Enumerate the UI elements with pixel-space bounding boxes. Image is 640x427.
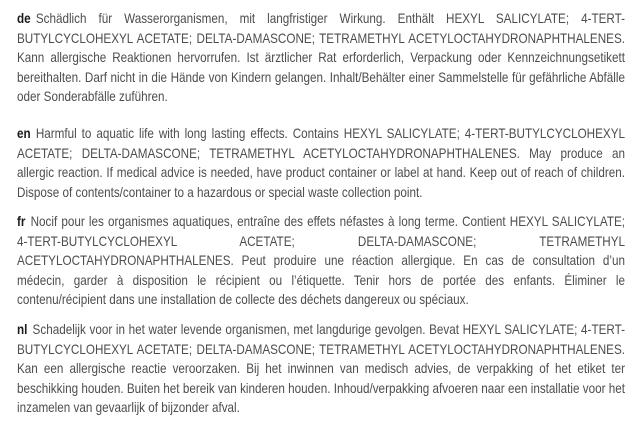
warning-text-de: Schädlich für Wasserorganismen, mit langfristiger Wirkung. Enthält HEXYL SALICYLATE; 4-TERT-BUTYLCYCLOHEXYL ACETATE; DELTA-DAMASCONE; TETRAMETHYL ACETYLOCTAHYDRONAPHTHALENES. Kann allergische Reaktionen hervorrufen. Ist ärztlicher Rat erforderlich, Verpackung oder Kennzeichnungsetikett bereithalten. Darf nicht in die Hände von Kindern gelangen. Inhalt/Behälter einer Sammelstelle für gefährliche Abfälle oder Sonderabfälle zuführen.	[17, 11, 626, 105]
warning-text-en: Harmful to aquatic life with long lasting effects. Contains HEXYL SALICYLATE; 4-TERT-BUTYLCYCLOHEXYL ACETATE; DELTA-DAMASCONE; TETRAMETHYL ACETYLOCTAHYDRONAPHTHALENES. May produce an allergic reaction. If medical advice is needed, have product container or label at hand. Keep out of reach of children. Dispose of contents/container to a hazardous or special waste collection point.	[17, 126, 626, 200]
paragraph-nl	[17, 320, 625, 418]
language-code-fr: fr	[17, 214, 26, 229]
paragraph-en	[17, 124, 625, 202]
paragraph-fr	[17, 212, 625, 310]
paragraph-de	[17, 9, 625, 107]
warning-text-nl: Schadelijk voor in het water levende organismen, met langdurige gevolgen. Bevat HEXYL SALICYLATE; 4-TERT-BUTYLCYCLOHEXYL ACETATE; DELTA-DAMASCONE; TETRAMETHYL ACETYLOCTAHYDRONAPHTHALENES. Kan een allergische reactie veroorzaken. Bij het inwinnen van medisch advies, de verpakking of het etiket ter beschikking houden. Buiten het bereik van kinderen houden. Inhoud/verpakking afvoeren naar een installatie voor het inzamelen van gevaarlijk of bijzonder afval.	[17, 322, 626, 416]
warning-text-fr: Nocif pour les organismes aquatiques, entraîne des effets néfastes à long terme. Contient HEXYL SALICYLATE; 4-TERT-BUTYLCYCLOHEXYL ACETATE; DELTA-DAMASCONE; TETRAMETHYL ACETYLOCTAHYDRONAPHTHALENES. Peut produire une réaction allergique. En cas de consultation d’un médecin, garder à disposition le récipient ou l’étiquette. Tenir hors de portée des enfants. Éliminer le contenu/récipient dans une installation de collecte des déchets dangereux ou spéciaux.	[17, 214, 626, 308]
language-code-de: de	[17, 11, 31, 26]
language-code-nl: nl	[17, 322, 28, 337]
language-code-en: en	[17, 126, 31, 141]
